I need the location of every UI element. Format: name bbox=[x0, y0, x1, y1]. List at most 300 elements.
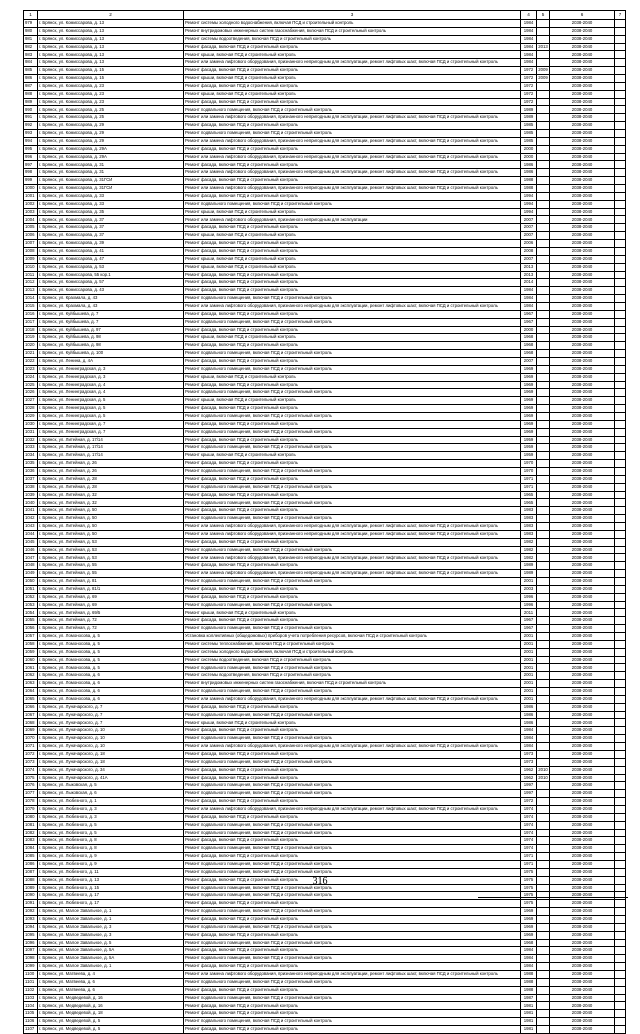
table-row bbox=[24, 821, 626, 829]
row-number-cell: 985 bbox=[24, 67, 38, 75]
table-row bbox=[24, 609, 626, 617]
build-year-cell: 2011 bbox=[521, 609, 537, 617]
row-number-cell: 1072 bbox=[24, 750, 38, 758]
row-number-cell: 1039 bbox=[24, 491, 38, 499]
work-type-cell: Ремонт фасада, включая ПСД и строительный контроль bbox=[184, 192, 521, 200]
build-year-cell: 2001 bbox=[521, 664, 537, 672]
build-year-cell: 1984 bbox=[521, 287, 537, 295]
build-year-cell: 1988 bbox=[521, 978, 537, 986]
planned-period-cell: 2038-2040 bbox=[550, 625, 615, 633]
address-cell: г. Брянск, ул. Луначарского, д. 7 bbox=[38, 719, 184, 727]
planned-period-cell: 2038-2040 bbox=[550, 59, 615, 67]
extra-cell bbox=[615, 931, 626, 939]
page-number: 316 bbox=[312, 876, 328, 887]
extra-cell bbox=[615, 609, 626, 617]
build-year-cell: 1986 bbox=[521, 169, 537, 177]
build-year-cell: 2001 bbox=[521, 648, 537, 656]
work-type-cell: Ремонт подвального помещения, включая ПСД и строительный контроль bbox=[184, 389, 521, 397]
work-type-cell: Ремонт фасада, включая ПСД и строительный контроль bbox=[184, 1026, 521, 1034]
planned-period-cell: 2038-2040 bbox=[550, 994, 615, 1002]
build-year-cell: 2014 bbox=[521, 279, 537, 287]
row-number-cell: 1042 bbox=[24, 515, 38, 523]
extra-cell bbox=[615, 200, 626, 208]
table-row bbox=[24, 923, 626, 931]
address-cell: г. Брянск, ул. Крахмала, д. 43 bbox=[38, 295, 184, 303]
last-repair-year-cell bbox=[537, 51, 550, 59]
extra-cell bbox=[615, 216, 626, 224]
extra-cell bbox=[615, 837, 626, 845]
last-repair-year-cell bbox=[537, 829, 550, 837]
work-type-cell: Ремонт подвального помещения, включая ПСД и строительный контроль bbox=[184, 546, 521, 554]
work-type-cell: Ремонт фасада, включая ПСД и строительный контроль bbox=[184, 727, 521, 735]
planned-period-cell: 2038-2040 bbox=[550, 1026, 615, 1034]
address-cell: г. Брянск, ул. Ленинградская, д. 7 bbox=[38, 428, 184, 436]
planned-period-cell: 2038-2040 bbox=[550, 617, 615, 625]
row-number-cell: 1078 bbox=[24, 798, 38, 806]
address-cell: г. Брянск, ул. Любезного, д. 8 bbox=[38, 837, 184, 845]
planned-period-cell: 2038-2040 bbox=[550, 711, 615, 719]
row-number-cell: 1023 bbox=[24, 365, 38, 373]
last-repair-year-cell bbox=[537, 405, 550, 413]
planned-period-cell: 2038-2040 bbox=[550, 931, 615, 939]
last-repair-year-cell bbox=[537, 585, 550, 593]
extra-cell bbox=[615, 727, 626, 735]
table-row bbox=[24, 161, 626, 169]
address-cell: г. Брянск, ул. Медведевой, д. 5 bbox=[38, 1018, 184, 1026]
work-type-cell: Ремонт фасада, включая ПСД и строительный контроль bbox=[184, 381, 521, 389]
build-year-cell: 1967 bbox=[521, 625, 537, 633]
extra-cell bbox=[615, 98, 626, 106]
planned-period-cell: 2038-2040 bbox=[550, 719, 615, 727]
row-number-cell: 1027 bbox=[24, 397, 38, 405]
extra-cell bbox=[615, 247, 626, 255]
row-number-cell: 1096 bbox=[24, 939, 38, 947]
row-number-cell: 1019 bbox=[24, 334, 38, 342]
table-row bbox=[24, 507, 626, 515]
build-year-cell: 1981 bbox=[521, 1018, 537, 1026]
planned-period-cell: 2038-2040 bbox=[550, 837, 615, 845]
last-repair-year-cell bbox=[537, 986, 550, 994]
address-cell: г. Брянск, ул. Медведевой, д. 16 bbox=[38, 994, 184, 1002]
row-number-cell: 1050 bbox=[24, 578, 38, 586]
last-repair-year-cell bbox=[537, 695, 550, 703]
address-cell: г. Брянск, ул. Литейная, д. 55 bbox=[38, 562, 184, 570]
extra-cell bbox=[615, 130, 626, 138]
planned-period-cell: 2038-2040 bbox=[550, 381, 615, 389]
work-type-cell: Ремонт крыши, включая ПСД и строительный контроль bbox=[184, 51, 521, 59]
extra-cell bbox=[615, 373, 626, 381]
planned-period-cell: 2038-2040 bbox=[550, 884, 615, 892]
table-row bbox=[24, 122, 626, 130]
extra-cell bbox=[615, 648, 626, 656]
table-row bbox=[24, 240, 626, 248]
address-cell: г. Брянск, ул. Лыковская, д. 5 bbox=[38, 782, 184, 790]
last-repair-year-cell bbox=[537, 145, 550, 153]
last-repair-year-cell bbox=[537, 137, 550, 145]
build-year-cell: 2001 bbox=[521, 672, 537, 680]
row-number-cell: 982 bbox=[24, 43, 38, 51]
extra-cell bbox=[615, 530, 626, 538]
row-number-cell: 1097 bbox=[24, 947, 38, 955]
row-number-cell: 1047 bbox=[24, 554, 38, 562]
extra-cell bbox=[615, 412, 626, 420]
build-year-cell: 1983 bbox=[521, 523, 537, 531]
address-cell: г. Брянск, ул. Комиссарова, д. 13 bbox=[38, 51, 184, 59]
work-type-cell: Ремонт подвального помещения, включая ПСД и строительный контроль bbox=[184, 578, 521, 586]
table-row bbox=[24, 703, 626, 711]
work-type-cell: Ремонт подвального помещения, включая ПСД и строительный контроль bbox=[184, 790, 521, 798]
work-type-cell: Ремонт подвального помещения, включая ПСД и строительный контроль bbox=[184, 908, 521, 916]
last-repair-year-cell bbox=[537, 750, 550, 758]
build-year-cell: 1972 bbox=[521, 67, 537, 75]
planned-period-cell: 2038-2040 bbox=[550, 43, 615, 51]
address-cell: г. Брянск, ул. Комиссарова, 55 кор.1 bbox=[38, 271, 184, 279]
work-type-cell: Ремонт фасада, включая ПСД и строительный контроль bbox=[184, 420, 521, 428]
work-type-cell: Ремонт фасада, включая ПСД и строительный контроль bbox=[184, 357, 521, 365]
address-cell: г. Брянск, ул. Луначарского, д. 10 bbox=[38, 727, 184, 735]
row-number-cell: 1075 bbox=[24, 774, 38, 782]
work-type-cell: Ремонт подвального помещения, включая ПСД и строительный контроль bbox=[184, 711, 521, 719]
last-repair-year-cell bbox=[537, 302, 550, 310]
row-number-cell: 989 bbox=[24, 98, 38, 106]
build-year-cell: 1969 bbox=[521, 915, 537, 923]
work-type-cell: Ремонт фасада, включая ПСД и строительный контроль bbox=[184, 931, 521, 939]
extra-cell bbox=[615, 295, 626, 303]
address-cell: г. Брянск, ул. Комиссарова, д. 29 bbox=[38, 137, 184, 145]
address-cell: г. Брянск, ул. Ленинградская, д. 5 bbox=[38, 405, 184, 413]
extra-cell bbox=[615, 994, 626, 1002]
last-repair-year-cell bbox=[537, 900, 550, 908]
extra-cell bbox=[615, 829, 626, 837]
column-header: 2 bbox=[38, 11, 184, 20]
planned-period-cell: 2038-2040 bbox=[550, 475, 615, 483]
planned-period-cell: 2038-2040 bbox=[550, 853, 615, 861]
last-repair-year-cell bbox=[537, 106, 550, 114]
last-repair-year-cell bbox=[537, 923, 550, 931]
work-type-cell: Ремонт фасада, включая ПСД и строительный контроль bbox=[184, 122, 521, 130]
row-number-cell: 1062 bbox=[24, 672, 38, 680]
work-type-cell: Ремонт или замена лифтового оборудования, признанного непригодным для эксплуатации, ремонт лифтовых шахт, включая ПСД и строительный контроль bbox=[184, 805, 521, 813]
last-repair-year-cell bbox=[537, 342, 550, 350]
planned-period-cell: 2038-2040 bbox=[550, 955, 615, 963]
build-year-cell: 2001 bbox=[521, 695, 537, 703]
address-cell: г. Брянск, ул. Комиссарова, д. 33 bbox=[38, 200, 184, 208]
row-number-cell: 1080 bbox=[24, 813, 38, 821]
work-type-cell: Ремонт или замена лифтового оборудования, признанного непригодным для эксплуатации, ремонт лифтовых шахт, включая ПСД и строительный контроль bbox=[184, 185, 521, 193]
last-repair-year-cell bbox=[537, 326, 550, 334]
work-type-cell: Ремонт фасада, включая ПСД и строительный контроль bbox=[184, 813, 521, 821]
address-cell: г. Брянск, ул. Литейная, д. 17/14 bbox=[38, 436, 184, 444]
table-row bbox=[24, 617, 626, 625]
build-year-cell: 1959 bbox=[521, 444, 537, 452]
extra-cell bbox=[615, 1002, 626, 1010]
table-row bbox=[24, 695, 626, 703]
row-number-cell: 1041 bbox=[24, 507, 38, 515]
row-number-cell: 984 bbox=[24, 59, 38, 67]
work-type-cell: Ремонт крыши, включая ПСД и строительный контроль bbox=[184, 397, 521, 405]
last-repair-year-cell bbox=[537, 625, 550, 633]
planned-period-cell: 2038-2040 bbox=[550, 35, 615, 43]
last-repair-year-cell bbox=[537, 908, 550, 916]
build-year-cell: 1973 bbox=[521, 750, 537, 758]
build-year-cell: 1996 bbox=[521, 601, 537, 609]
planned-period-cell: 2038-2040 bbox=[550, 782, 615, 790]
work-type-cell: Ремонт фасада, включая ПСД и строительный контроль bbox=[184, 98, 521, 106]
table-row bbox=[24, 1010, 626, 1018]
build-year-cell: 1968 bbox=[521, 939, 537, 947]
table-row bbox=[24, 805, 626, 813]
build-year-cell: 1997 bbox=[521, 782, 537, 790]
address-cell: г. Брянск, ул. Любезного, д. 8 bbox=[38, 845, 184, 853]
work-type-cell: Ремонт фасада, включая ПСД и строительный контроль bbox=[184, 436, 521, 444]
planned-period-cell: 2038-2040 bbox=[550, 420, 615, 428]
extra-cell bbox=[615, 656, 626, 664]
build-year-cell: 1984 bbox=[521, 727, 537, 735]
build-year-cell: 1972 bbox=[521, 798, 537, 806]
row-number-cell: 1043 bbox=[24, 523, 38, 531]
work-type-cell: Ремонт фасада, включая ПСД и строительный контроль bbox=[184, 507, 521, 515]
address-cell: г. Брянск, ул. Луначарского, д. 41А bbox=[38, 774, 184, 782]
planned-period-cell: 2038-2040 bbox=[550, 365, 615, 373]
planned-period-cell: 2038-2040 bbox=[550, 90, 615, 98]
table-header-row bbox=[24, 11, 626, 20]
row-number-cell: 1067 bbox=[24, 711, 38, 719]
build-year-cell: 1988 bbox=[521, 177, 537, 185]
table-row bbox=[24, 397, 626, 405]
work-type-cell: Ремонт подвального помещения, включая ПСД и строительный контроль bbox=[184, 892, 521, 900]
table-row bbox=[24, 1018, 626, 1026]
planned-period-cell: 2038-2040 bbox=[550, 546, 615, 554]
table-row bbox=[24, 766, 626, 774]
table-row bbox=[24, 711, 626, 719]
work-type-cell: Ремонт фасада, включая ПСД и строительный контроль bbox=[184, 617, 521, 625]
table-row bbox=[24, 829, 626, 837]
work-type-cell: Ремонт подвального помещения, включая ПСД и строительный контроль bbox=[184, 978, 521, 986]
planned-period-cell: 2038-2040 bbox=[550, 114, 615, 122]
last-repair-year-cell: 2009 bbox=[537, 67, 550, 75]
work-type-cell: Ремонт подвального помещения, включая ПСД и строительный контроль bbox=[184, 515, 521, 523]
build-year-cell: 1974 bbox=[521, 821, 537, 829]
table-row bbox=[24, 640, 626, 648]
planned-period-cell: 2038-2040 bbox=[550, 570, 615, 578]
row-number-cell: 992 bbox=[24, 122, 38, 130]
work-type-cell: Ремонт крыши, включая ПСД и строительный контроль bbox=[184, 75, 521, 83]
build-year-cell: 1975 bbox=[521, 884, 537, 892]
table-row bbox=[24, 546, 626, 554]
work-type-cell: Ремонт фасада, включая ПСД и строительный контроль bbox=[184, 405, 521, 413]
last-repair-year-cell bbox=[537, 554, 550, 562]
planned-period-cell: 2038-2040 bbox=[550, 342, 615, 350]
work-type-cell: Ремонт системы холодного водоснабжения, включая ПСД и строительный контроль bbox=[184, 20, 521, 28]
address-cell: г. Брянск, ул. Литейная, д. 50 bbox=[38, 507, 184, 515]
extra-cell bbox=[615, 82, 626, 90]
last-repair-year-cell bbox=[537, 648, 550, 656]
last-repair-year-cell bbox=[537, 1018, 550, 1026]
row-number-cell: 1101 bbox=[24, 978, 38, 986]
last-repair-year-cell bbox=[537, 1002, 550, 1010]
work-type-cell: Ремонт или замена лифтового оборудования, признанного непригодным для эксплуатации, ремонт лифтовых шахт, включая ПСД и строительный контроль bbox=[184, 302, 521, 310]
table-row bbox=[24, 318, 626, 326]
work-type-cell: Ремонт фасада, включая ПСД и строительный контроль bbox=[184, 224, 521, 232]
last-repair-year-cell bbox=[537, 703, 550, 711]
address-cell: г. Брянск, ул. Куйбышева, д. 97 bbox=[38, 326, 184, 334]
extra-cell bbox=[615, 114, 626, 122]
last-repair-year-cell bbox=[537, 970, 550, 978]
work-type-cell: Ремонт подвального помещения, включая ПСД и строительный контроль bbox=[184, 318, 521, 326]
build-year-cell: 2007 bbox=[521, 224, 537, 232]
address-cell: г. Брянск, ул. Малое Завальное, д. 3 bbox=[38, 931, 184, 939]
table-row bbox=[24, 90, 626, 98]
row-number-cell: 1057 bbox=[24, 633, 38, 641]
planned-period-cell: 2038-2040 bbox=[550, 515, 615, 523]
planned-period-cell: 2038-2040 bbox=[550, 750, 615, 758]
row-number-cell: 1028 bbox=[24, 405, 38, 413]
address-cell: г. Брянск, ул. Медведевой, д. 16 bbox=[38, 1002, 184, 1010]
extra-cell bbox=[615, 978, 626, 986]
work-type-cell: Ремонт фасада, включая ПСД и строительный контроль bbox=[184, 798, 521, 806]
build-year-cell: 1989 bbox=[521, 114, 537, 122]
work-type-cell: Ремонт подвального помещения, включая ПСД и строительный контроль bbox=[184, 782, 521, 790]
build-year-cell: 2000 bbox=[521, 326, 537, 334]
address-cell: г. Брянск, ул. Комиссарова, д. 31ГСИ bbox=[38, 185, 184, 193]
planned-period-cell: 2038-2040 bbox=[550, 460, 615, 468]
extra-cell bbox=[615, 428, 626, 436]
work-type-cell: Ремонт внутридомовых инженерных систем газоснабжения, включая ПСД и строительный контроль bbox=[184, 680, 521, 688]
row-number-cell: 993 bbox=[24, 130, 38, 138]
last-repair-year-cell bbox=[537, 860, 550, 868]
address-cell: г. Брянск, ул. Литейная, д. 32 bbox=[38, 491, 184, 499]
row-number-cell: 1010 bbox=[24, 263, 38, 271]
build-year-cell: 1970 bbox=[521, 460, 537, 468]
table-row bbox=[24, 868, 626, 876]
work-type-cell: Ремонт или замена лифтового оборудования, признанного непригодным для эксплуатации, ремонт лифтовых шахт, включая ПСД и строительный контроль bbox=[184, 695, 521, 703]
row-number-cell: 1030 bbox=[24, 420, 38, 428]
row-number-cell: 1049 bbox=[24, 570, 38, 578]
work-type-cell: Установка коллективных (общедомовых) приборов учета потребления ресурсов, включая ПСД и строительный контроль bbox=[184, 633, 521, 641]
last-repair-year-cell bbox=[537, 169, 550, 177]
extra-cell bbox=[615, 1010, 626, 1018]
planned-period-cell: 2038-2040 bbox=[550, 153, 615, 161]
table-row bbox=[24, 963, 626, 971]
planned-period-cell: 2038-2040 bbox=[550, 412, 615, 420]
build-year-cell: 1984 bbox=[521, 20, 537, 28]
last-repair-year-cell bbox=[537, 177, 550, 185]
work-type-cell: Ремонт фасада, включая ПСД и строительный контроль bbox=[184, 853, 521, 861]
last-repair-year-cell bbox=[537, 216, 550, 224]
last-repair-year-cell bbox=[537, 224, 550, 232]
build-year-cell: 2000 bbox=[521, 145, 537, 153]
work-type-cell: Ремонт или замена лифтового оборудования, признанного непригодным для эксплуатации, ремонт лифтовых шахт, включая ПСД и строительный контроль bbox=[184, 169, 521, 177]
address-cell: г. Брянск, ул. Крахмала, д. 43 bbox=[38, 302, 184, 310]
planned-period-cell: 2038-2040 bbox=[550, 397, 615, 405]
extra-cell bbox=[615, 452, 626, 460]
table-row bbox=[24, 295, 626, 303]
last-repair-year-cell bbox=[537, 570, 550, 578]
row-number-cell: 1051 bbox=[24, 585, 38, 593]
build-year-cell: 1969 bbox=[521, 397, 537, 405]
last-repair-year-cell: 2010 bbox=[537, 766, 550, 774]
work-type-cell: Ремонт крыши, включая ПСД и строительный контроль bbox=[184, 452, 521, 460]
address-cell: г. Брянск, ул. Литейная, д. 50 bbox=[38, 523, 184, 531]
table-row bbox=[24, 310, 626, 318]
row-number-cell: 1013 bbox=[24, 287, 38, 295]
table-row bbox=[24, 743, 626, 751]
column-header: 6 bbox=[550, 11, 615, 20]
table-row bbox=[24, 562, 626, 570]
last-repair-year-cell bbox=[537, 420, 550, 428]
address-cell: г. Брянск, ул. Литейная, д. 69 bbox=[38, 593, 184, 601]
table-row bbox=[24, 373, 626, 381]
row-number-cell: 1074 bbox=[24, 766, 38, 774]
planned-period-cell: 2038-2040 bbox=[550, 130, 615, 138]
row-number-cell: 1021 bbox=[24, 350, 38, 358]
address-cell: г. Брянск, ул. Любезного, д. 5 bbox=[38, 821, 184, 829]
extra-cell bbox=[615, 640, 626, 648]
address-cell: г. Брянск, ул. Любезного, д. 17 bbox=[38, 900, 184, 908]
planned-period-cell: 2038-2040 bbox=[550, 334, 615, 342]
extra-cell bbox=[615, 1026, 626, 1034]
build-year-cell: 1959 bbox=[521, 452, 537, 460]
extra-cell bbox=[615, 106, 626, 114]
planned-period-cell: 2038-2040 bbox=[550, 947, 615, 955]
footer-divider bbox=[478, 897, 628, 898]
build-year-cell: 1969 bbox=[521, 931, 537, 939]
row-number-cell: 1091 bbox=[24, 900, 38, 908]
build-year-cell: 1984 bbox=[521, 735, 537, 743]
build-year-cell: 1996 bbox=[521, 593, 537, 601]
build-year-cell: 1986 bbox=[521, 711, 537, 719]
planned-period-cell: 2038-2040 bbox=[550, 185, 615, 193]
address-cell: г. Брянск, ул. Литейная, д. 55 bbox=[38, 570, 184, 578]
planned-period-cell: 2038-2040 bbox=[550, 735, 615, 743]
build-year-cell: 1969 bbox=[521, 908, 537, 916]
work-type-cell: Ремонт фасада, включая ПСД и строительный контроль bbox=[184, 538, 521, 546]
last-repair-year-cell bbox=[537, 845, 550, 853]
planned-period-cell: 2038-2040 bbox=[550, 915, 615, 923]
address-cell: г. Брянск, ул. Любезного, д. 1 bbox=[38, 798, 184, 806]
row-number-cell: 1012 bbox=[24, 279, 38, 287]
work-type-cell: Ремонт фасада, включая ПСД и строительный контроль bbox=[184, 342, 521, 350]
last-repair-year-cell bbox=[537, 436, 550, 444]
address-cell: г. Брянск, ул. Комиссарова, д. 57 bbox=[38, 279, 184, 287]
table-row bbox=[24, 570, 626, 578]
extra-cell bbox=[615, 43, 626, 51]
build-year-cell: 1973 bbox=[521, 758, 537, 766]
address-cell: г. Брянск, ул. Комиссарова, д. 29 bbox=[38, 122, 184, 130]
row-number-cell: 1107 bbox=[24, 1026, 38, 1034]
row-number-cell: 1053 bbox=[24, 601, 38, 609]
table-row bbox=[24, 428, 626, 436]
planned-period-cell: 2038-2040 bbox=[550, 200, 615, 208]
address-cell: г. Брянск, ул. Литейная, д. 26 bbox=[38, 467, 184, 475]
address-cell: г. Брянск, ул. Комиссарова, д. 31 bbox=[38, 169, 184, 177]
column-header: 3 bbox=[184, 11, 521, 20]
extra-cell bbox=[615, 853, 626, 861]
extra-cell bbox=[615, 1018, 626, 1026]
last-repair-year-cell bbox=[537, 735, 550, 743]
work-type-cell: Ремонт подвального помещения, включая ПСД и строительный контроль bbox=[184, 860, 521, 868]
planned-period-cell: 2038-2040 bbox=[550, 664, 615, 672]
row-number-cell: 1034 bbox=[24, 452, 38, 460]
planned-period-cell: 2038-2040 bbox=[550, 695, 615, 703]
table-row bbox=[24, 908, 626, 916]
address-cell: г. Брянск, ул. Луначарского, д. 10 bbox=[38, 743, 184, 751]
table-row bbox=[24, 530, 626, 538]
last-repair-year-cell bbox=[537, 915, 550, 923]
row-number-cell: 1093 bbox=[24, 915, 38, 923]
row-number-cell: 1037 bbox=[24, 475, 38, 483]
extra-cell bbox=[615, 287, 626, 295]
